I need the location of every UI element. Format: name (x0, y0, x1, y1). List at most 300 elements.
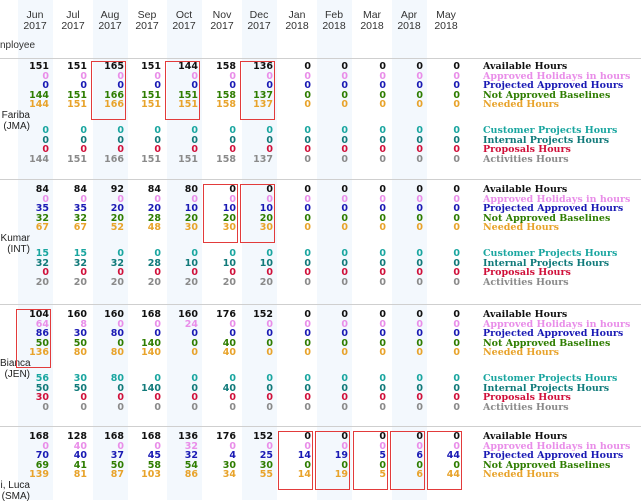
hours-cell: 0 (229, 70, 236, 82)
shortfall-highlight (315, 431, 350, 490)
hours-cell: 0 (453, 440, 460, 452)
hours-cell: 0 (416, 309, 423, 320)
hours-cell: 0 (266, 440, 273, 452)
hours-cell: 0 (266, 80, 273, 91)
hours-cell: 0 (304, 382, 311, 394)
hours-cell: 0 (341, 401, 348, 413)
row-divider (0, 304, 641, 305)
month-name: Jul (66, 9, 80, 21)
hours-cell: 0 (379, 70, 386, 82)
row-label: Internal Projects Hours (483, 257, 610, 269)
hours-cell: 0 (117, 392, 124, 403)
row-label: Proposals Hours (483, 144, 571, 155)
hours-cell: 0 (80, 134, 87, 146)
hours-cell: 0 (341, 459, 348, 471)
hours-cell: 151 (141, 61, 161, 72)
employee-name-line1: Kumar (0, 233, 30, 244)
hours-cell: 168 (104, 431, 124, 442)
hours-cell: 0 (266, 347, 273, 358)
hours-cell: 0 (379, 459, 386, 471)
row-label: Approved Holidays in hours (483, 318, 631, 330)
row-label: Activities Hours (483, 401, 569, 413)
hours-cell: 0 (416, 193, 423, 205)
hours-cell: 0 (453, 392, 460, 403)
row-label: Customer Projects Hours (483, 248, 618, 259)
hours-cell: 86 (35, 328, 49, 339)
hours-cell: 86 (184, 469, 198, 480)
hours-cell: 56 (35, 373, 49, 384)
hours-cell: 151 (178, 99, 198, 110)
hours-cell: 0 (379, 328, 386, 339)
hours-cell: 0 (416, 134, 423, 146)
hours-cell: 0 (379, 347, 386, 358)
hours-cell: 0 (191, 70, 198, 82)
hours-cell: 0 (341, 153, 348, 165)
hours-cell: 0 (379, 184, 386, 195)
hours-cell: 87 (110, 469, 124, 480)
month-name: Sep (137, 9, 157, 21)
hours-cell: 152 (253, 431, 273, 442)
month-name: Apr (400, 9, 418, 21)
hours-cell: 20 (110, 203, 124, 214)
hours-cell: 137 (253, 99, 273, 110)
hours-cell: 158 (216, 89, 236, 101)
hours-cell: 0 (42, 401, 49, 413)
hours-cell: 0 (341, 337, 348, 349)
hours-cell: 32 (35, 212, 49, 224)
hours-cell: 80 (110, 328, 124, 339)
hours-cell: 0 (379, 309, 386, 320)
hours-cell: 20 (259, 276, 273, 288)
hours-cell: 37 (110, 450, 124, 461)
hours-cell: 0 (453, 257, 460, 269)
hours-cell: 0 (453, 401, 460, 413)
month-year: 2017 (247, 20, 271, 32)
row-label: Internal Projects Hours (483, 382, 610, 394)
hours-cell: 0 (416, 267, 423, 278)
hours-cell: 0 (80, 80, 87, 91)
hours-cell: 50 (73, 337, 87, 349)
hours-cell: 32 (110, 257, 124, 269)
hours-cell: 0 (341, 89, 348, 101)
month-header-8 (314, 10, 354, 32)
hours-cell: 50 (73, 382, 87, 394)
hours-cell: 0 (117, 440, 124, 452)
hours-cell: 0 (304, 337, 311, 349)
hours-cell: 0 (42, 70, 49, 82)
hours-cell: 0 (229, 184, 236, 195)
hours-cell: 0 (453, 212, 460, 224)
hours-cell: 0 (154, 125, 161, 136)
hours-cell: 44 (446, 450, 460, 461)
hours-cell: 45 (147, 450, 161, 461)
hours-cell: 10 (222, 257, 236, 269)
hours-cell: 0 (266, 401, 273, 413)
hours-cell: 8 (80, 318, 87, 330)
hours-cell: 0 (191, 248, 198, 259)
hours-cell: 0 (341, 61, 348, 72)
hours-cell: 0 (304, 328, 311, 339)
hours-cell: 0 (80, 401, 87, 413)
hours-cell: 0 (453, 328, 460, 339)
month-name: Jun (26, 9, 44, 21)
hours-cell: 30 (35, 392, 49, 403)
month-header-5 (202, 10, 242, 32)
hours-cell: 0 (341, 328, 348, 339)
hours-cell: 166 (104, 153, 124, 165)
hours-cell: 0 (191, 144, 198, 155)
row-label: Not Approved Baselines (483, 337, 611, 349)
hours-cell: 0 (304, 89, 311, 101)
hours-cell: 0 (304, 373, 311, 384)
hours-cell: 67 (35, 222, 49, 233)
hours-cell: 0 (416, 212, 423, 224)
month-header-9 (352, 10, 392, 32)
hours-cell: 0 (304, 212, 311, 224)
month-name: Mar (362, 9, 382, 21)
employee-name-line1: Bianca (0, 358, 31, 369)
hours-cell: 15 (73, 248, 87, 259)
month-name: May (436, 9, 456, 21)
hours-cell: 0 (229, 134, 236, 146)
hours-cell: 0 (416, 184, 423, 195)
hours-cell: 0 (304, 99, 311, 110)
hours-cell: 128 (67, 431, 87, 442)
hours-cell: 160 (178, 309, 198, 320)
hours-cell: 30 (184, 222, 198, 233)
hours-cell: 28 (147, 257, 161, 269)
hours-cell: 20 (184, 276, 198, 288)
hours-cell: 0 (453, 153, 460, 165)
hours-cell: 25 (259, 450, 273, 461)
hours-cell: 0 (304, 440, 311, 452)
hours-cell: 0 (117, 267, 124, 278)
hours-cell: 0 (229, 80, 236, 91)
hours-cell: 0 (304, 184, 311, 195)
hours-cell: 0 (379, 257, 386, 269)
month-year: 2018 (285, 20, 309, 32)
hours-cell: 50 (110, 459, 124, 471)
hours-cell: 35 (73, 203, 87, 214)
shortfall-highlight (16, 309, 51, 368)
hours-cell: 0 (117, 193, 124, 205)
hours-cell: 0 (191, 382, 198, 394)
month-year: 2017 (23, 20, 47, 32)
hours-cell: 0 (341, 99, 348, 110)
employee-name-line1: Fariba (1, 110, 30, 121)
hours-cell: 0 (379, 248, 386, 259)
hours-cell: 0 (154, 401, 161, 413)
hours-cell: 24 (184, 318, 198, 330)
row-label: Approved Holidays in hours (483, 193, 631, 205)
hours-cell: 151 (141, 99, 161, 110)
hours-cell: 30 (73, 328, 87, 339)
hours-cell: 0 (304, 134, 311, 146)
hours-cell: 151 (67, 153, 87, 165)
hours-cell: 0 (154, 392, 161, 403)
hours-cell: 0 (416, 431, 423, 442)
hours-cell: 176 (216, 309, 236, 320)
shortfall-highlight (353, 431, 388, 490)
hours-cell: 10 (222, 203, 236, 214)
hours-cell: 0 (266, 193, 273, 205)
hours-cell: 20 (222, 212, 236, 224)
row-divider (0, 58, 641, 59)
hours-cell: 0 (453, 309, 460, 320)
month-name: Oct (175, 9, 193, 21)
hours-cell: 158 (216, 153, 236, 165)
hours-cell: 0 (266, 134, 273, 146)
hours-cell: 0 (266, 328, 273, 339)
month-header-6 (239, 10, 279, 32)
hours-cell: 0 (416, 61, 423, 72)
hours-cell: 19 (334, 450, 348, 461)
hours-cell: 136 (253, 61, 273, 72)
row-label: Customer Projects Hours (483, 125, 618, 136)
month-header-11 (426, 10, 466, 32)
hours-cell: 0 (304, 125, 311, 136)
hours-cell: 0 (379, 89, 386, 101)
hours-cell: 0 (42, 267, 49, 278)
hours-cell: 0 (341, 193, 348, 205)
hours-cell: 0 (379, 80, 386, 91)
hours-cell: 0 (341, 80, 348, 91)
row-divider (0, 426, 641, 427)
hours-cell: 0 (379, 392, 386, 403)
hours-cell: 0 (341, 382, 348, 394)
month-year: 2018 (434, 20, 458, 32)
hours-cell: 0 (453, 222, 460, 233)
hours-cell: 0 (453, 134, 460, 146)
hours-cell: 0 (416, 373, 423, 384)
hours-cell: 0 (266, 70, 273, 82)
hours-cell: 10 (184, 203, 198, 214)
month-year: 2018 (397, 20, 421, 32)
hours-cell: 0 (80, 267, 87, 278)
row-label: Approved Holidays in hours (483, 70, 631, 82)
hours-cell: 0 (42, 440, 49, 452)
hours-cell: 0 (117, 125, 124, 136)
hours-cell: 0 (379, 193, 386, 205)
hours-cell: 0 (341, 248, 348, 259)
hours-cell: 151 (178, 153, 198, 165)
row-label: Available Hours (483, 184, 568, 195)
hours-cell: 0 (80, 70, 87, 82)
employee-code: (INT) (7, 244, 30, 255)
month-header-4 (164, 10, 204, 32)
hours-cell: 0 (379, 61, 386, 72)
hours-cell: 0 (229, 193, 236, 205)
month-year: 2017 (61, 20, 85, 32)
hours-cell: 139 (29, 469, 49, 480)
hours-cell: 0 (453, 89, 460, 101)
month-name: Dec (249, 9, 269, 21)
row-label: Needed Hours (483, 222, 559, 233)
hours-cell: 84 (35, 184, 49, 195)
row-label: Available Hours (483, 61, 568, 72)
hours-cell: 151 (67, 89, 87, 101)
employee-code: (JMA) (3, 121, 30, 132)
hours-cell: 0 (229, 125, 236, 136)
hours-cell: 0 (379, 431, 386, 442)
hours-cell: 136 (178, 431, 198, 442)
hours-cell: 0 (191, 328, 198, 339)
hours-cell: 0 (304, 80, 311, 91)
hours-cell: 0 (154, 80, 161, 91)
row-label: Not Approved Baselines (483, 459, 611, 471)
row-label: Customer Projects Hours (483, 373, 618, 384)
hours-cell: 0 (453, 382, 460, 394)
hours-cell: 0 (229, 318, 236, 330)
hours-cell: 0 (341, 70, 348, 82)
row-label: Internal Projects Hours (483, 134, 610, 146)
hours-cell: 0 (42, 125, 49, 136)
hours-cell: 0 (341, 184, 348, 195)
hours-cell: 34 (222, 469, 236, 480)
hours-cell: 50 (35, 337, 49, 349)
hours-cell: 0 (117, 248, 124, 259)
hours-cell: 0 (304, 309, 311, 320)
shortfall-highlight (278, 431, 313, 490)
hours-cell: 151 (141, 153, 161, 165)
hours-cell: 0 (453, 248, 460, 259)
hours-cell: 0 (379, 212, 386, 224)
month-name: Feb (324, 9, 344, 21)
hours-cell: 144 (29, 89, 49, 101)
month-name: Nov (212, 9, 232, 21)
employee-name-line1: i, Luca (0, 480, 30, 491)
month-year: 2017 (135, 20, 159, 32)
hours-cell: 176 (216, 431, 236, 442)
employee-name (0, 480, 30, 502)
hours-cell: 0 (416, 382, 423, 394)
hours-cell: 0 (453, 80, 460, 91)
hours-cell: 0 (379, 276, 386, 288)
hours-cell: 5 (379, 469, 386, 480)
hours-cell: 0 (80, 125, 87, 136)
hours-cell: 0 (453, 347, 460, 358)
hours-cell: 69 (35, 459, 49, 471)
hours-cell: 0 (416, 459, 423, 471)
hours-cell: 0 (453, 184, 460, 195)
hours-cell: 151 (29, 61, 49, 72)
hours-cell: 0 (229, 144, 236, 155)
hours-cell: 0 (229, 373, 236, 384)
hours-cell: 0 (154, 318, 161, 330)
hours-cell: 0 (416, 347, 423, 358)
hours-cell: 168 (29, 431, 49, 442)
hours-cell: 19 (334, 469, 348, 480)
hours-cell: 0 (191, 193, 198, 205)
hours-cell: 0 (304, 459, 311, 471)
hours-cell: 0 (117, 382, 124, 394)
hours-cell: 0 (416, 153, 423, 165)
hours-cell: 0 (154, 373, 161, 384)
hours-cell: 168 (141, 309, 161, 320)
hours-cell: 0 (266, 248, 273, 259)
hours-cell: 0 (379, 134, 386, 146)
hours-cell: 140 (141, 382, 161, 394)
hours-cell: 0 (379, 373, 386, 384)
shortfall-highlight (240, 61, 275, 120)
hours-cell: 0 (341, 212, 348, 224)
hours-cell: 0 (229, 328, 236, 339)
row-label: Needed Hours (483, 347, 559, 358)
hours-cell: 67 (73, 222, 87, 233)
shortfall-highlight (91, 61, 126, 120)
hours-cell: 0 (42, 144, 49, 155)
row-label: Activities Hours (483, 153, 569, 165)
hours-cell: 40 (222, 347, 236, 358)
row-label: Proposals Hours (483, 267, 571, 278)
hours-cell: 20 (222, 276, 236, 288)
hours-cell: 64 (35, 318, 49, 330)
hours-cell: 0 (341, 276, 348, 288)
shortfall-highlight (390, 431, 425, 490)
hours-cell: 0 (304, 153, 311, 165)
hours-cell: 0 (191, 337, 198, 349)
hours-cell: 168 (141, 431, 161, 442)
hours-cell: 0 (80, 144, 87, 155)
hours-cell: 30 (259, 222, 273, 233)
hours-cell: 0 (416, 89, 423, 101)
hours-cell: 10 (259, 257, 273, 269)
hours-cell: 0 (191, 134, 198, 146)
hours-cell: 30 (73, 373, 87, 384)
row-label: Projected Approved Hours (483, 328, 624, 339)
employee-code: (SMA) (1, 491, 30, 502)
hours-cell: 0 (117, 144, 124, 155)
hours-cell: 0 (117, 80, 124, 91)
hours-cell: 0 (191, 267, 198, 278)
hours-cell: 0 (379, 125, 386, 136)
hours-cell: 0 (191, 347, 198, 358)
hours-cell: 165 (104, 61, 124, 72)
hours-cell: 0 (266, 144, 273, 155)
hours-cell: 32 (35, 257, 49, 269)
hours-cell: 0 (191, 401, 198, 413)
row-label: Needed Hours (483, 99, 559, 110)
hours-cell: 20 (147, 203, 161, 214)
hours-cell: 32 (73, 257, 87, 269)
hours-cell: 0 (416, 99, 423, 110)
hours-cell: 80 (73, 347, 87, 358)
row-label: Proposals Hours (483, 392, 571, 403)
hours-cell: 0 (453, 318, 460, 330)
hours-cell: 0 (341, 318, 348, 330)
hours-cell: 0 (453, 459, 460, 471)
row-label: Available Hours (483, 309, 568, 320)
hours-cell: 0 (379, 318, 386, 330)
hours-cell: 40 (73, 450, 87, 461)
hours-cell: 6 (416, 450, 423, 461)
month-year: 2018 (322, 20, 346, 32)
hours-cell: 0 (304, 248, 311, 259)
hours-cell: 0 (154, 193, 161, 205)
row-label: Not Approved Baselines (483, 212, 611, 224)
hours-cell: 0 (117, 318, 124, 330)
hours-cell: 0 (341, 373, 348, 384)
month-name: Jan (288, 9, 306, 21)
hours-cell: 0 (416, 222, 423, 233)
hours-cell: 58 (147, 459, 161, 471)
hours-cell: 158 (216, 99, 236, 110)
hours-cell: 0 (453, 431, 460, 442)
hours-cell: 160 (67, 309, 87, 320)
month-year: 2017 (98, 20, 122, 32)
month-header-1 (53, 10, 93, 32)
row-divider (0, 179, 641, 180)
